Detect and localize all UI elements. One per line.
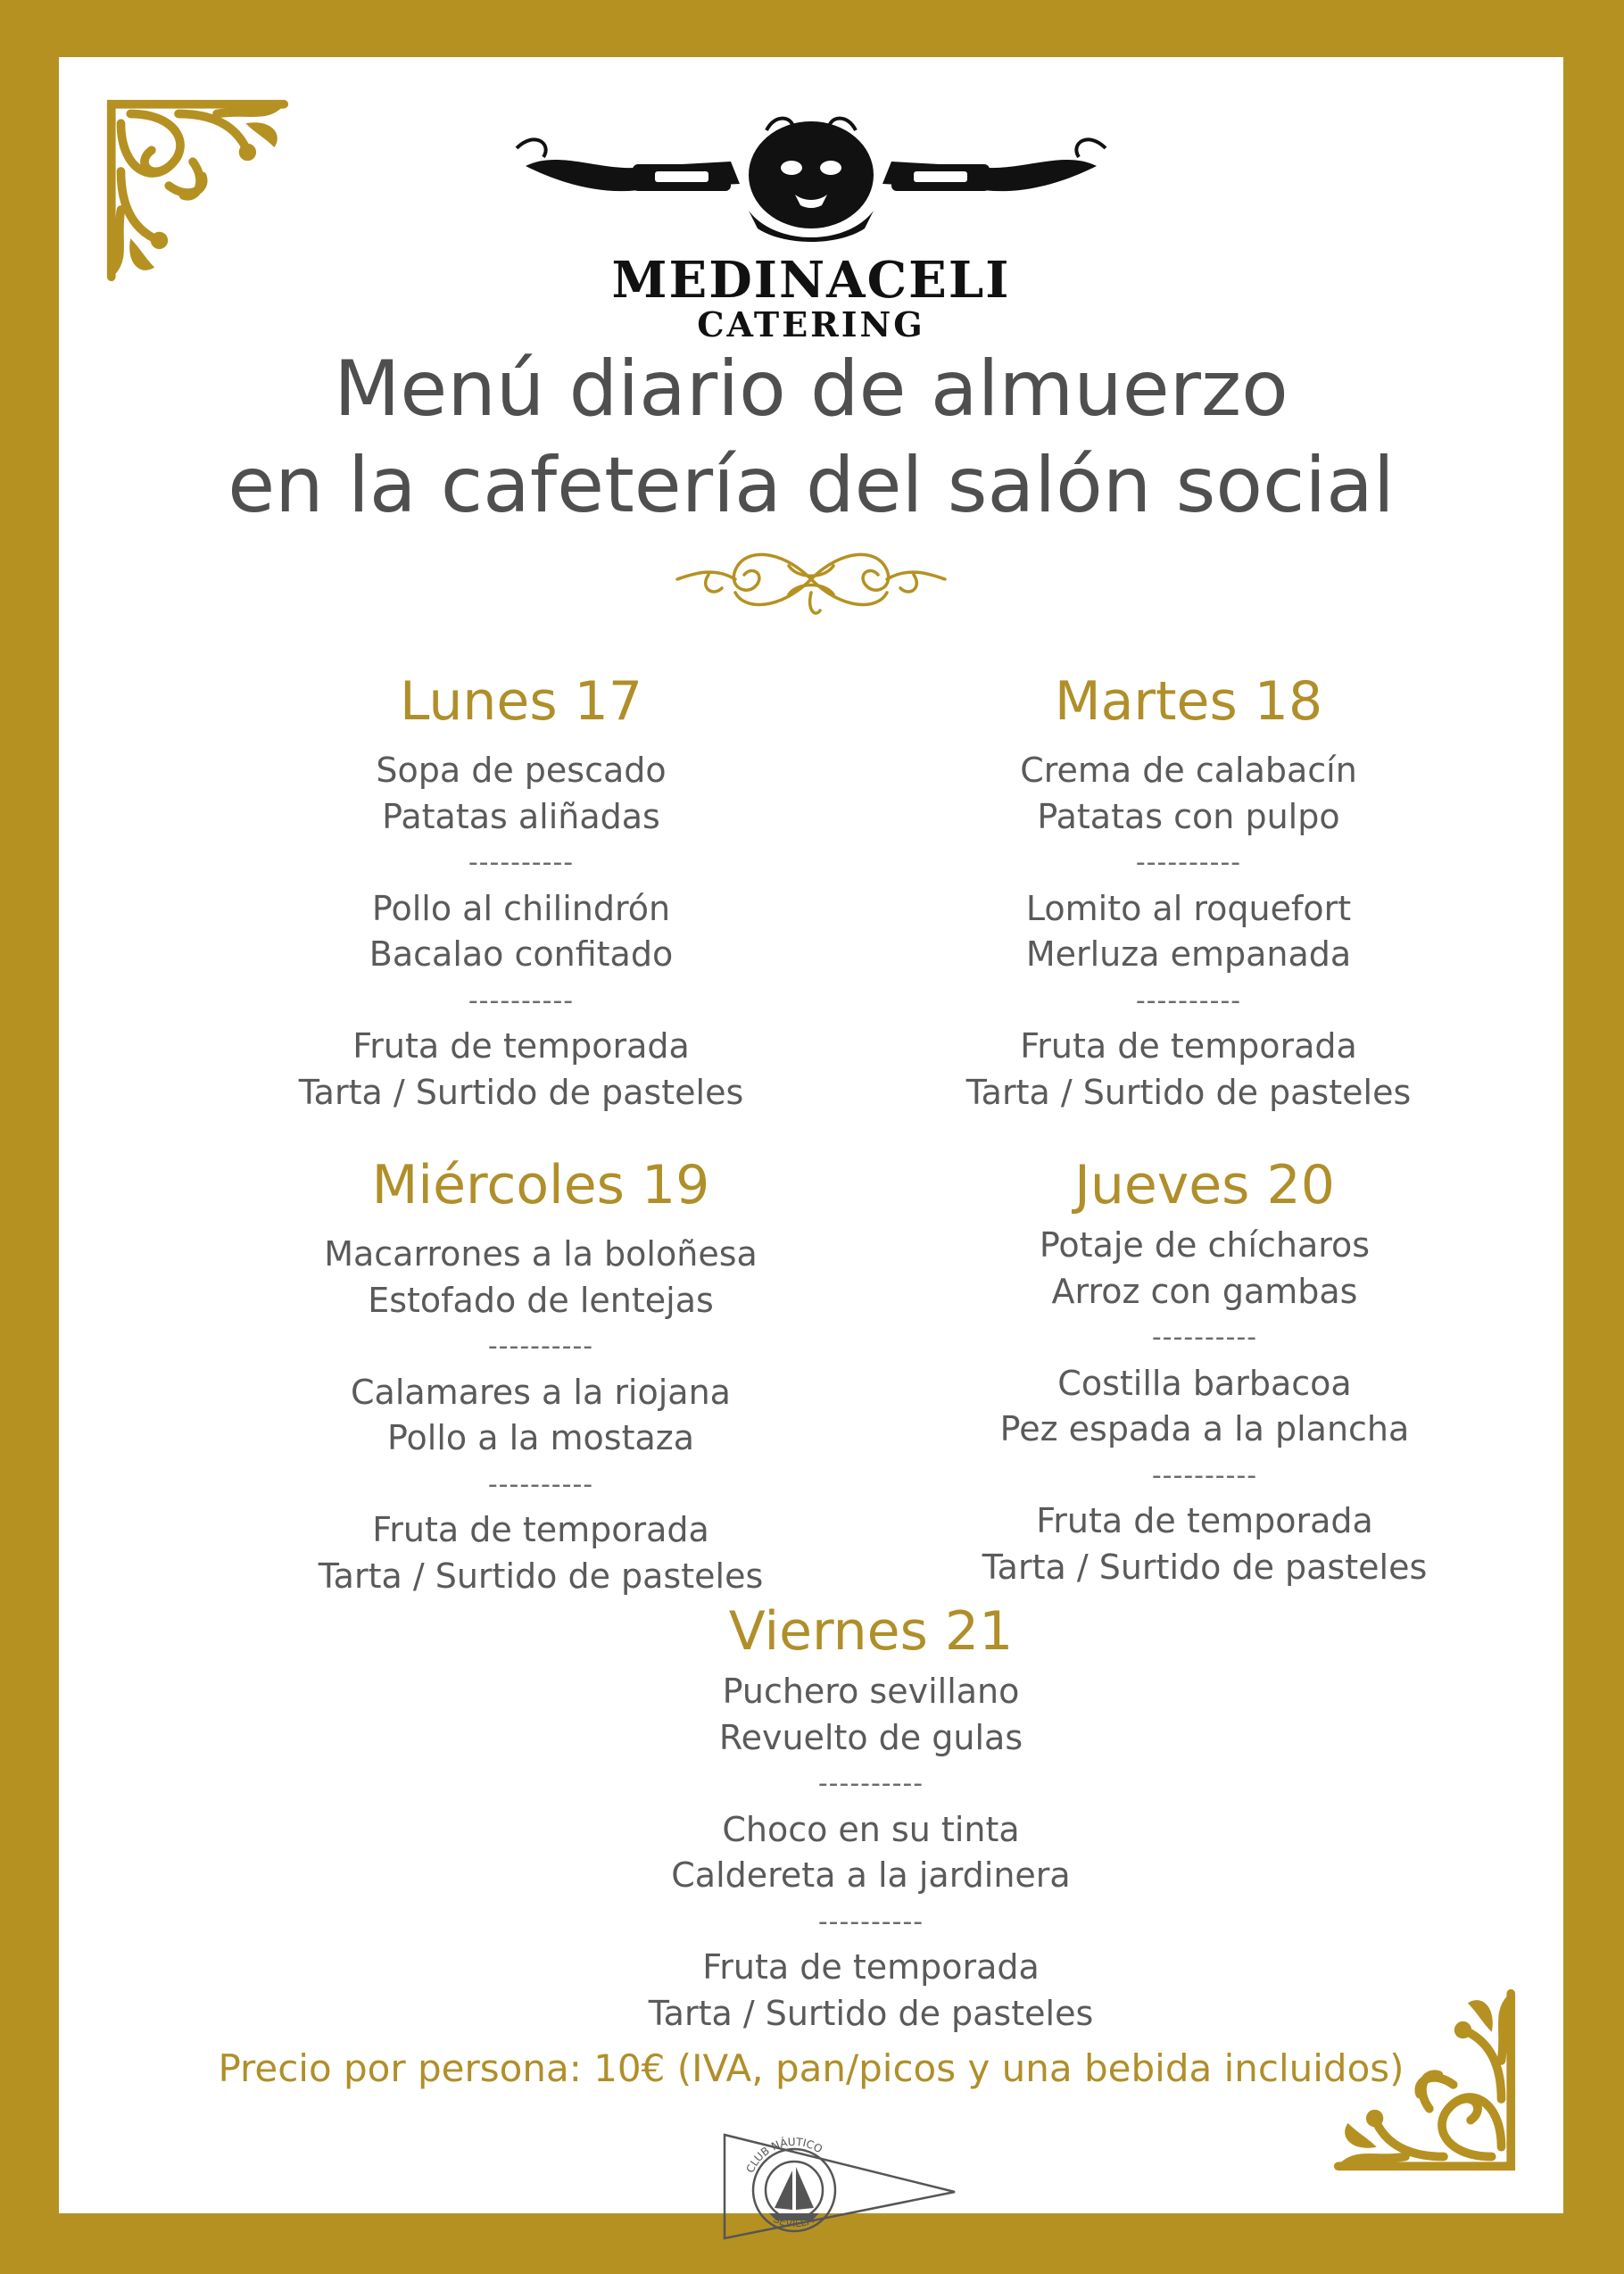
menu-item: Fruta de temporada [372, 1510, 709, 1549]
day-menu-jueves [892, 1148, 1517, 1590]
menu-item: Patatas con pulpo [1037, 796, 1340, 836]
club-pennant-icon [714, 2128, 964, 2244]
day-title: Jueves 20 [1074, 1154, 1335, 1216]
menu-item: Bacalao confitado [369, 934, 674, 974]
menu-item: Merluza empanada [1025, 934, 1352, 974]
course-separator: ---------- [817, 1768, 924, 1799]
title-line-2: en la cafetería del salón social [228, 441, 1395, 530]
day-title: Viernes 21 [728, 1600, 1014, 1663]
menu-item: Arroz con gambas [1051, 1271, 1358, 1311]
club-logo-top-text: CLUB NÁUTICO [743, 2135, 825, 2175]
menu-item: Fruta de temporada [702, 1947, 1040, 1987]
menu-item: Crema de calabacín [1020, 751, 1357, 790]
menu-item: Estofado de lentejas [368, 1280, 714, 1320]
day-menu-lunes [209, 664, 833, 1116]
menu-item: Tarta / Surtido de pasteles [965, 1072, 1412, 1112]
menu-item: Fruta de temporada [1020, 1026, 1357, 1066]
course-separator: ---------- [468, 984, 575, 1017]
brand-name: MEDINACELI [611, 251, 1011, 310]
menu-item: Calamares a la riojana [351, 1372, 731, 1412]
day-title: Miércoles 19 [371, 1154, 710, 1216]
course-separator: ---------- [1151, 1459, 1258, 1491]
course-separator: ---------- [468, 847, 575, 878]
price-note: Precio por persona: 10€ (IVA, pan/picos y una bebida incluidos) [218, 2046, 1404, 2090]
menu-item: Caldereta a la jardinera [671, 1855, 1071, 1895]
menu-item: Pollo al chilindrón [371, 888, 671, 928]
brand-subtitle: CATERING [697, 304, 925, 344]
day-menu-viernes [559, 1594, 1183, 2037]
day-menu-miercoles [228, 1148, 853, 1599]
menu-item: Tarta / Surtido de pasteles [298, 1072, 744, 1112]
menu-item: Choco en su tinta [722, 1809, 1020, 1849]
title-line-1: Menú diario de almuerzo [334, 344, 1288, 434]
day-menu-martes [876, 664, 1501, 1116]
menu-item: Potaje de chícharos [1039, 1225, 1371, 1265]
menu-item: Puchero sevillano [722, 1672, 1020, 1711]
course-separator: ---------- [817, 1905, 924, 1938]
menu-item: Tarta / Surtido de pasteles [648, 1993, 1094, 2033]
scroll-divider-icon [673, 539, 949, 624]
menu-item: Patatas aliñadas [382, 796, 660, 836]
menu-item: Sopa de pescado [376, 751, 667, 790]
menu-item: Lomito al roquefort [1025, 888, 1352, 928]
medinaceli-crest-icon [508, 112, 1114, 246]
course-separator: ---------- [1135, 984, 1242, 1017]
menu-item: Fruta de temporada [1036, 1501, 1373, 1540]
day-title: Lunes 17 [399, 670, 643, 733]
page-title [59, 341, 1563, 534]
menu-item: Fruta de temporada [352, 1026, 690, 1066]
course-separator: ---------- [1135, 847, 1242, 878]
club-logo-bottom-text: SEVILLA [771, 2212, 816, 2230]
menu-item: Macarrones a la boloñesa [324, 1234, 758, 1274]
brand-logo [59, 112, 1563, 344]
course-separator: ---------- [487, 1331, 594, 1362]
menu-item: Costilla barbacoa [1057, 1363, 1352, 1403]
menu-page [59, 57, 1563, 2230]
menu-item: Tarta / Surtido de pasteles [318, 1556, 764, 1596]
menu-item: Revuelto de gulas [718, 1717, 1023, 1757]
day-title: Martes 18 [1054, 670, 1323, 733]
course-separator: ---------- [487, 1468, 594, 1500]
course-separator: ---------- [1151, 1322, 1258, 1353]
menu-item: Tarta / Surtido de pasteles [982, 1547, 1428, 1587]
menu-item: Pez espada a la plancha [999, 1409, 1410, 1448]
menu-item: Pollo a la mostaza [386, 1418, 695, 1457]
